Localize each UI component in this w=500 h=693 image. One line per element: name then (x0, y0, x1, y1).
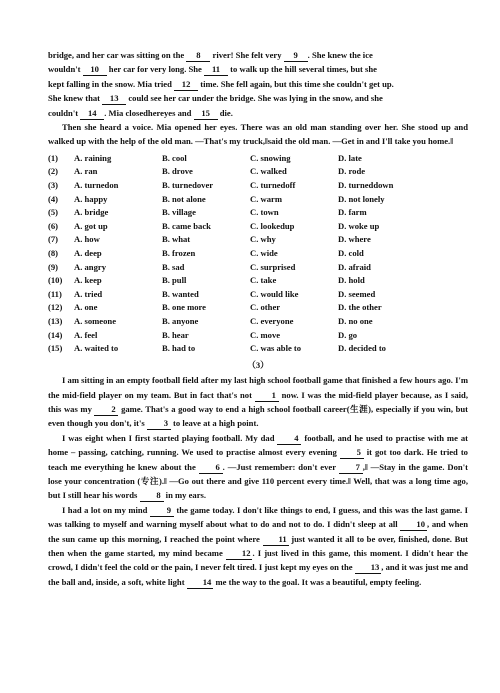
option-a: A. keep (74, 275, 102, 286)
option-c: C. lookedup (250, 220, 295, 231)
blank-3: 3 (147, 418, 171, 430)
option-c: C. town (250, 207, 279, 218)
option-row (48, 329, 468, 343)
option-a: A. how (74, 234, 100, 245)
option-a: A. angry (74, 261, 106, 272)
blank-11: 11 (263, 534, 289, 546)
option-row (48, 193, 468, 207)
option-d: D. go (338, 329, 358, 340)
option-b: B. pull (162, 275, 187, 286)
option-row (48, 206, 468, 220)
option-c: C. turnedoff (250, 180, 296, 191)
blank-13: 13 (102, 93, 126, 105)
option-d: D. no one (338, 315, 373, 326)
option-a: A. raining (74, 152, 112, 163)
text: could see her car under the bridge. She was lying in the snow, and she (126, 93, 383, 104)
blank-1: 1 (255, 390, 279, 402)
option-c: C. everyone (250, 315, 294, 326)
option-b: B. village (162, 207, 196, 218)
text: . She knew the ice (307, 50, 373, 60)
text: I had a lot on my mind (62, 504, 150, 515)
option-row (48, 274, 468, 288)
option-a: A. got up (74, 220, 108, 231)
blank-9: 9 (150, 505, 174, 517)
option-row (48, 315, 468, 329)
option-a: A. ran (74, 166, 98, 177)
text: just wanted it all to be over, finished, done. But then when the game started, my mind became (48, 533, 468, 559)
blank-10: 10 (83, 64, 107, 76)
option-row (48, 342, 468, 356)
blank-12: 12 (226, 548, 253, 560)
option-row (48, 261, 468, 275)
option-d: D. not lonely (338, 193, 385, 204)
option-row (48, 233, 468, 247)
text: to leave at a high point. (170, 418, 259, 429)
blank-12: 12 (174, 79, 198, 91)
text: She knew that (48, 93, 103, 104)
text: bridge, and her car was sitting on the (48, 50, 187, 60)
text: ,‖ —Stay in the game. Don't lose your concentration (专注).‖ —Go out there and give 110 percent every time.‖ Well, that was a long time ago, but I still hear his words (48, 461, 468, 501)
text: the game today. I don't like things to end, I guess, and this was the last game. I was talking to myself and warning myself about what to do and not to do. I didn't sleep at all (48, 504, 468, 530)
option-c: C. other (250, 302, 281, 313)
option-row (48, 288, 468, 302)
option-b: B. one more (162, 302, 206, 313)
option-b: B. had to (162, 343, 196, 354)
option-b: B. came back (162, 220, 211, 231)
option-d: D. hold (338, 275, 365, 286)
text: in my ears. (163, 490, 207, 501)
question-number: (12) (48, 302, 63, 313)
option-b: B. cool (162, 152, 187, 163)
option-b: B. not alone (162, 193, 206, 204)
paragraph (48, 503, 468, 589)
option-c: C. wide (250, 248, 278, 258)
option-d: D. seemed (338, 288, 376, 299)
text: , and when the sun came up this morning, I reached the point where (48, 519, 469, 544)
option-d: D. afraid (338, 261, 371, 272)
option-d: D. late (338, 152, 362, 163)
text: die. (217, 107, 233, 118)
question-number: (1) (48, 152, 59, 163)
option-row (48, 301, 468, 315)
blank-5: 5 (340, 447, 364, 459)
option-a: A. someone (74, 315, 117, 326)
option-b: B. turnedover (162, 180, 214, 191)
option-row (48, 152, 468, 166)
paragraph (48, 373, 468, 431)
option-b: B. frozen (162, 248, 196, 258)
option-c: C. move (250, 329, 281, 340)
question-number: (13) (48, 315, 63, 326)
option-a: A. feel (74, 329, 98, 340)
option-a: A. happy (74, 193, 108, 204)
option-c: C. walked (250, 166, 287, 177)
passage-line (48, 106, 468, 120)
exam-page (48, 48, 468, 589)
option-row (48, 247, 468, 261)
question-number: (9) (48, 261, 59, 272)
question-number: (11) (48, 288, 62, 299)
option-c: C. surprised (250, 261, 296, 272)
option-b: B. what (162, 234, 191, 245)
option-b: B. wanted (162, 288, 199, 299)
passage-3 (48, 373, 468, 589)
blank-14: 14 (187, 577, 214, 589)
text: . —Just remember: don't ever (222, 461, 339, 472)
option-c: C. snowing (250, 152, 291, 163)
blank-9: 9 (284, 50, 308, 62)
blank-8: 8 (140, 490, 164, 502)
text: game. That's a good way to end a high school football career(生涯), especially if you win, but even though you don't, it's (48, 403, 468, 429)
passage-line (48, 77, 468, 91)
option-d: D. decided to (338, 343, 386, 354)
blank-14: 14 (80, 108, 104, 120)
option-d: D. turneddown (338, 180, 394, 191)
blank-11: 11 (204, 64, 228, 76)
option-d: D. the other (338, 302, 382, 313)
option-b: B. sad (162, 261, 185, 272)
text: football, and he used to practise with me at home – passing, catching, running. We used to practise almost every evening (48, 432, 468, 458)
paragraph (48, 431, 468, 503)
option-row (48, 165, 468, 179)
option-d: D. rode (338, 166, 366, 177)
question-number: (6) (48, 220, 59, 231)
text: , and it was just me and the ball and, inside, a soft, white light (48, 562, 469, 587)
question-number: (5) (48, 207, 59, 218)
text: kept falling in the snow. Mia tried (48, 78, 175, 89)
text: me the way to the goal. It was a beautiful, empty feeling. (213, 576, 422, 587)
option-a: A. deep (74, 248, 102, 258)
option-d: D. cold (338, 248, 364, 258)
blank-4: 4 (277, 433, 301, 445)
passage-top (48, 48, 468, 149)
question-number: (10) (48, 275, 63, 286)
option-row (48, 220, 468, 234)
option-d: D. woke up (338, 220, 380, 231)
question-number: (3) (48, 180, 59, 191)
options-list (48, 152, 468, 356)
paragraph: Then she heard a voice. Mia opened her eyes. There was an old man standing over her. She stood up and walked up with the help of the old man. —That's my truck,‖said the old man. —Get in and I'll take you home.‖ (48, 122, 468, 147)
passage-line (48, 48, 468, 62)
text: it got too dark. He tried to teach me everything he knew about the (48, 447, 468, 472)
text: now. I was the mid-field player because, as I said, this was my (48, 389, 468, 414)
text: . Mia closedhereyes and (104, 107, 194, 118)
question-number: (4) (48, 193, 59, 204)
text: her car for very long. She (106, 64, 205, 75)
blank-6: 6 (199, 462, 223, 474)
text: river! She felt very (210, 50, 284, 60)
text: wouldn't (48, 64, 83, 75)
text: couldn't (48, 107, 81, 118)
question-number: (8) (48, 248, 59, 258)
text: time. She fell again, but this time she couldn't get up. (198, 78, 394, 89)
question-number: (2) (48, 166, 59, 177)
passage-line (48, 62, 468, 76)
option-c: C. was able to (250, 343, 302, 354)
blank-2: 2 (94, 404, 118, 416)
section-mark: （3） (247, 359, 269, 370)
blank-10: 10 (400, 519, 427, 531)
blank-15: 15 (194, 108, 218, 120)
text: . I just lived in this game, this moment. I didn't hear the crowd, I didn't feel the cold or the pain, I never felt tired. I just kept my eyes on the (48, 548, 468, 573)
blank-7: 7 (339, 462, 363, 474)
option-c: C. warm (250, 193, 282, 204)
option-c: C. take (250, 275, 277, 286)
option-c: C. why (250, 234, 276, 245)
option-b: B. hear (162, 329, 189, 340)
blank-8: 8 (186, 50, 210, 62)
option-a: A. waited to (74, 343, 119, 354)
passage-line (48, 91, 468, 105)
question-number: (15) (48, 343, 63, 354)
option-a: A. bridge (74, 207, 109, 218)
option-row (48, 179, 468, 193)
option-b: B. anyone (162, 315, 199, 326)
option-d: D. farm (338, 207, 367, 218)
option-c: C. would like (250, 288, 299, 299)
question-number: (7) (48, 234, 59, 245)
text: to walk up the hill several times, but she (228, 64, 377, 75)
text: I was eight when I first started playing football. My dad (62, 432, 278, 443)
option-d: D. where (338, 234, 371, 245)
option-a: A. turnedon (74, 180, 119, 191)
option-b: B. drove (162, 166, 193, 177)
text: I am sitting in an empty football field after my last high school football game that finished a few hours ago. I'm the mid-field player on my team. But in fact that's not (48, 375, 468, 400)
question-number: (14) (48, 329, 63, 340)
option-a: A. one (74, 302, 98, 313)
option-a: A. tried (74, 288, 103, 299)
blank-13: 13 (355, 562, 382, 574)
